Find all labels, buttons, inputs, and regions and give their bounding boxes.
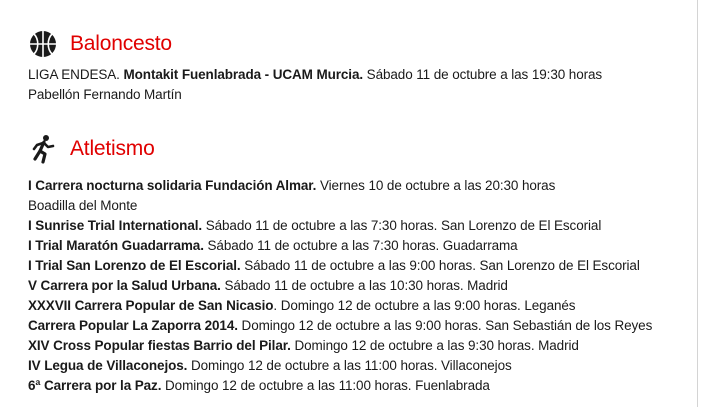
event-line: I Sunrise Trial International. Sábado 11 de octubre a las 7:30 horas. San Lorenzo de El Escorial	[28, 218, 602, 233]
event-line: IV Legua de Villaconejos. Domingo 12 de octubre a las 11:00 horas. Villaconejos	[28, 358, 512, 373]
event-line: XIV Cross Popular fiestas Barrio del Pilar. Domingo 12 de octubre a las 9:30 horas. Madrid	[28, 338, 579, 353]
section-events-baloncesto	[28, 65, 688, 105]
section-header-baloncesto	[28, 24, 172, 64]
runner-icon	[28, 134, 58, 164]
section-header-atletismo	[28, 129, 155, 169]
basketball-icon	[28, 29, 58, 59]
event-line: Pabellón Fernando Martín	[28, 87, 182, 102]
event-line: LIGA ENDESA. Montakit Fuenlabrada - UCAM Murcia. Sábado 11 de octubre a las 19:30 horas	[28, 67, 603, 82]
section-title: Atletismo	[70, 137, 155, 160]
event-line: I Trial Maratón Guadarrama. Sábado 11 de octubre a las 7:30 horas. Guadarrama	[28, 238, 518, 253]
event-line: XXXVII Carrera Popular de San Nicasio. Domingo 12 de octubre a las 9:00 horas. Leganés	[28, 298, 576, 313]
section-events-atletismo	[28, 176, 688, 396]
event-line: 6ª Carrera por la Paz. Domingo 12 de octubre a las 11:00 horas. Fuenlabrada	[28, 378, 490, 393]
event-line: Carrera Popular La Zaporra 2014. Domingo 12 de octubre a las 9:00 horas. San Sebastián de los Reyes	[28, 318, 653, 333]
section-title: Baloncesto	[70, 32, 172, 55]
event-line: I Trial San Lorenzo de El Escorial. Sábado 11 de octubre a las 9:00 horas. San Lorenzo de El Escorial	[28, 258, 640, 273]
event-line: V Carrera por la Salud Urbana. Sábado 11 de octubre a las 10:30 horas. Madrid	[28, 278, 508, 293]
event-line: I Carrera nocturna solidaria Fundación Almar. Viernes 10 de octubre a las 20:30 horas	[28, 178, 556, 193]
event-line: Boadilla del Monte	[28, 198, 138, 213]
